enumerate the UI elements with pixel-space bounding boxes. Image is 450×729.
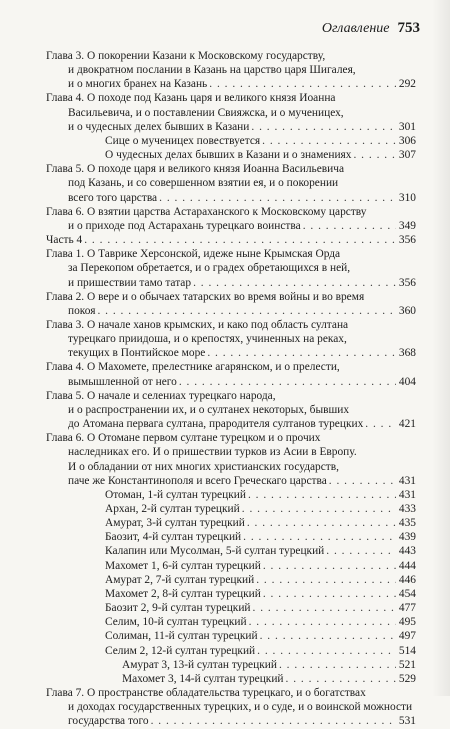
toc-line-text: и о приходе под Астарахань турецкаго воинства — [68, 219, 301, 232]
toc-entry — [46, 318, 416, 360]
toc-line — [46, 360, 416, 374]
toc-line — [46, 247, 416, 261]
toc-line — [46, 304, 416, 318]
toc-line-text: Архан, 2-й султан турецкий — [105, 503, 240, 515]
toc-line — [46, 276, 416, 290]
toc-page-number: 529 — [398, 672, 416, 685]
toc-entry — [46, 502, 416, 516]
toc-entry — [46, 644, 416, 658]
dot-leader — [353, 148, 396, 162]
toc-line — [46, 191, 416, 205]
toc-line-text: Махомет 3, 14-й султан турецкий — [122, 672, 284, 685]
toc-line — [46, 148, 416, 162]
toc-line-text: Васильевича, и о поставлении Свияжска, и о мученицех, — [68, 106, 344, 119]
toc-line — [46, 431, 416, 445]
toc-line — [46, 629, 416, 643]
toc-line-text: Махомет 2, 8-й султан турецкий — [105, 587, 261, 600]
dot-leader — [303, 219, 396, 233]
toc-line-text: и двократном послании в Казань на царство царя Шигалея, — [68, 64, 356, 77]
toc-line-text: Глава 2. О вере и о обычаех татарских во время войны и во время — [46, 290, 365, 303]
page-number: 753 — [397, 20, 420, 36]
toc-page-number: 307 — [398, 149, 416, 162]
toc-line-text: Калапин или Мусолман, 5-й султан турецкий — [105, 545, 325, 558]
toc-line-text: турецкаго приидоша, и о крепостях, учиненных на реках, — [68, 333, 347, 346]
toc-page-number: 439 — [398, 531, 416, 544]
toc-line-text: Глава 4. О Махомете, прелестнике агарянском, и о прелести, — [46, 361, 340, 374]
toc-line — [46, 559, 416, 573]
toc-entry — [46, 290, 416, 318]
toc-line-text: Баозит 2, 9-й султан турецкий — [105, 602, 251, 615]
toc-line-text: Амурат, 3-й султан турецкий — [105, 517, 245, 530]
toc-line — [46, 686, 416, 700]
toc-line — [46, 261, 416, 275]
running-head-title: Оглавление — [321, 21, 390, 36]
toc-line — [46, 389, 416, 403]
toc-line-text: Махомет 1, 6-й султан турецкий — [105, 559, 261, 572]
dot-leader — [262, 134, 396, 148]
toc-line-text: Глава 3. О покорении Казани к Московскому государству, — [46, 50, 326, 62]
toc-line-text: Отоман, 1-й султан турецкий — [105, 488, 246, 501]
dot-leader — [243, 530, 396, 544]
toc-line-text: всего того царства — [68, 191, 158, 204]
toc-entry — [46, 148, 416, 162]
toc-line — [46, 403, 416, 417]
dot-leader — [242, 502, 396, 516]
toc-entry — [46, 247, 416, 289]
toc-page-number: 368 — [398, 347, 416, 360]
toc-line — [46, 318, 416, 332]
dot-leader — [247, 516, 396, 530]
toc-line-text: Глава 6. О взятии царства Астараханского к Московскому царству — [46, 205, 367, 218]
toc-entry — [46, 49, 416, 91]
toc-line — [46, 644, 416, 658]
toc-line-text: О чудесных делах бывших в Казани и о знамениях — [105, 149, 352, 162]
toc-line-text: за Перекопом обретается, и о градех обретающихся в ней, — [68, 262, 351, 275]
dot-leader — [326, 544, 396, 558]
toc-line-text: Глава 1. О Таврике Херсонской, идеже ныне Крымская Орда — [46, 248, 341, 261]
toc-line-text: И о обладании от них многих христианских государств, — [68, 460, 340, 473]
toc-entry — [46, 389, 416, 431]
toc-line-text: Глава 7. О пространстве обладательства турецкаго, и о богатствах — [46, 687, 366, 700]
toc-entry — [46, 360, 416, 388]
toc-line — [46, 233, 416, 247]
toc-line — [46, 474, 416, 488]
toc-entry — [46, 658, 416, 672]
toc-line — [46, 530, 416, 544]
dot-leader — [263, 587, 396, 601]
toc-page-number: 301 — [398, 120, 416, 133]
toc-entry — [46, 431, 416, 488]
dot-leader — [365, 417, 396, 431]
toc-line — [46, 106, 416, 120]
toc-line — [46, 120, 416, 134]
toc-page-number: 360 — [398, 304, 416, 317]
dot-leader — [260, 629, 396, 643]
dot-leader — [286, 672, 396, 686]
toc-line — [46, 587, 416, 601]
toc-entry — [46, 530, 416, 544]
toc-line — [46, 714, 416, 728]
toc-line-text: покоя — [68, 304, 96, 317]
toc-line-text: Селим, 10-й султан турецкий — [105, 616, 247, 629]
dot-leader — [249, 615, 396, 629]
toc-line-text: и о распространении их, и о султанех некоторых, бывших — [68, 403, 350, 416]
toc-entry — [46, 233, 416, 247]
toc-line-text: и пришествии тамо татар — [68, 276, 192, 289]
toc-line-text: Глава 6. О Отомане первом султане турецком и о прочих — [46, 432, 321, 445]
toc-entry — [46, 134, 416, 148]
dot-leader — [151, 714, 396, 728]
toc-page-number: 477 — [398, 602, 416, 615]
toc-entry — [46, 544, 416, 558]
toc-line — [46, 290, 416, 304]
toc-line-text: и о чудесных делех бывших в Казани — [68, 120, 250, 133]
toc-line-text: наследниках его. И о пришествии турков из Асии в Европу. — [68, 446, 357, 459]
toc-page-number: 497 — [398, 630, 416, 643]
dot-leader — [257, 644, 396, 658]
toc-line-text: Сице о мученицех повествуется — [105, 134, 261, 147]
toc-page-number: 521 — [398, 658, 416, 671]
toc-line-text: государства того — [68, 715, 149, 728]
toc-page-number: 495 — [398, 616, 416, 629]
dot-leader — [193, 276, 396, 290]
toc-line-text: паче же Константинополя и всего Греческаго царства — [68, 474, 327, 487]
toc-page-number: 431 — [398, 488, 416, 501]
toc-entry — [46, 629, 416, 643]
toc-line — [46, 544, 416, 558]
toc-page-number: 349 — [398, 219, 416, 232]
toc-page-number: 431 — [398, 474, 416, 487]
toc-line-text: Глава 3. О начале ханов крымских, и како под область султана — [46, 318, 349, 331]
toc-entry — [46, 587, 416, 601]
toc-entry — [46, 162, 416, 204]
toc-line-text: Глава 5. О начале и селениах турецкаго народа, — [46, 389, 276, 402]
dot-leader — [207, 346, 396, 360]
toc-line — [46, 658, 416, 672]
toc-line — [46, 516, 416, 530]
dot-leader — [209, 77, 396, 91]
toc-line — [46, 91, 416, 105]
dot-leader — [159, 191, 396, 205]
toc-line — [46, 417, 416, 431]
toc-line — [46, 134, 416, 148]
dot-leader — [253, 601, 396, 615]
toc-page-number: 404 — [398, 375, 416, 388]
toc-page-number: 292 — [398, 78, 416, 91]
toc-page-number: 514 — [398, 644, 416, 657]
dot-leader — [279, 658, 396, 672]
toc-line — [46, 205, 416, 219]
toc-page-number: 435 — [398, 517, 416, 530]
dot-leader — [248, 488, 396, 502]
toc-line — [46, 77, 416, 91]
toc-page-number: 444 — [398, 559, 416, 572]
toc-entry — [46, 205, 416, 233]
toc-page-number: 310 — [398, 191, 416, 204]
toc-line-text: Глава 5. О походе царя и великого князя Иоанна Васильевича — [46, 163, 345, 176]
toc-page-number: 443 — [398, 545, 416, 558]
toc-line — [46, 63, 416, 77]
toc-line-text: Селим 2, 12-й султан турецкий — [105, 644, 256, 657]
toc-entry — [46, 672, 416, 686]
toc-entry — [46, 573, 416, 587]
toc-page-number: 306 — [398, 134, 416, 147]
toc-line — [46, 219, 416, 233]
toc-page-number: 421 — [398, 418, 416, 431]
toc-entry — [46, 601, 416, 615]
toc-line-text: до Атомана первага султана, прародителя султанов турецких — [68, 418, 364, 431]
toc-page-number: 454 — [398, 587, 416, 600]
toc-line-text: Солиман, 11-й султан турецкий — [105, 630, 258, 643]
toc-line — [46, 346, 416, 360]
toc-entry — [46, 686, 416, 728]
toc-line — [46, 502, 416, 516]
toc-entry — [46, 91, 416, 133]
toc-entry — [46, 488, 416, 502]
toc-line-text: и доходах государственных турецких, и о суде, и о воинской можности — [68, 701, 413, 714]
toc-line-text: под Казань, и со совершенном взятии ея, и о покорении — [68, 177, 339, 190]
toc-line — [46, 460, 416, 474]
toc-page-number: 531 — [398, 715, 416, 728]
toc-line-text: и о многих бранех на Казань — [68, 78, 208, 91]
toc-line-text: текущих в Понтийское море — [68, 347, 206, 360]
toc-line — [46, 672, 416, 686]
toc-line — [46, 601, 416, 615]
toc-line — [46, 615, 416, 629]
toc-entry — [46, 516, 416, 530]
dot-leader — [251, 120, 396, 134]
toc-entry — [46, 615, 416, 629]
dot-leader — [84, 233, 396, 247]
toc-line-text: Часть 4 — [46, 234, 83, 247]
toc-line-text: Баозит, 4-й султан турецкий — [105, 531, 242, 544]
dot-leader — [256, 573, 396, 587]
toc-entry — [46, 559, 416, 573]
toc-line-text: вымышленной от него — [68, 375, 177, 388]
dot-leader — [179, 375, 396, 389]
toc-line-text: Глава 4. О походе под Казань царя и великого князя Иоанна — [46, 92, 336, 105]
page-edge-shadow — [432, 0, 450, 696]
toc-page-number: 446 — [398, 573, 416, 586]
toc-line — [46, 700, 416, 714]
toc-line-text: Амурат 3, 13-й султан турецкий — [122, 658, 277, 671]
toc-line — [46, 332, 416, 346]
toc-line — [46, 49, 416, 63]
toc-line — [46, 573, 416, 587]
toc-line — [46, 488, 416, 502]
dot-leader — [329, 474, 396, 488]
toc-line — [46, 176, 416, 190]
toc-line — [46, 375, 416, 389]
toc-line-text: Амурат 2, 7-й султан турецкий — [105, 573, 255, 586]
toc-page-number: 433 — [398, 503, 416, 515]
toc-page-number: 356 — [398, 276, 416, 289]
table-of-contents — [46, 49, 416, 729]
toc-line — [46, 445, 416, 459]
toc-line — [46, 162, 416, 176]
dot-leader — [97, 304, 396, 318]
dot-leader — [263, 559, 396, 573]
toc-page-number: 356 — [398, 234, 416, 247]
running-head — [322, 20, 420, 37]
